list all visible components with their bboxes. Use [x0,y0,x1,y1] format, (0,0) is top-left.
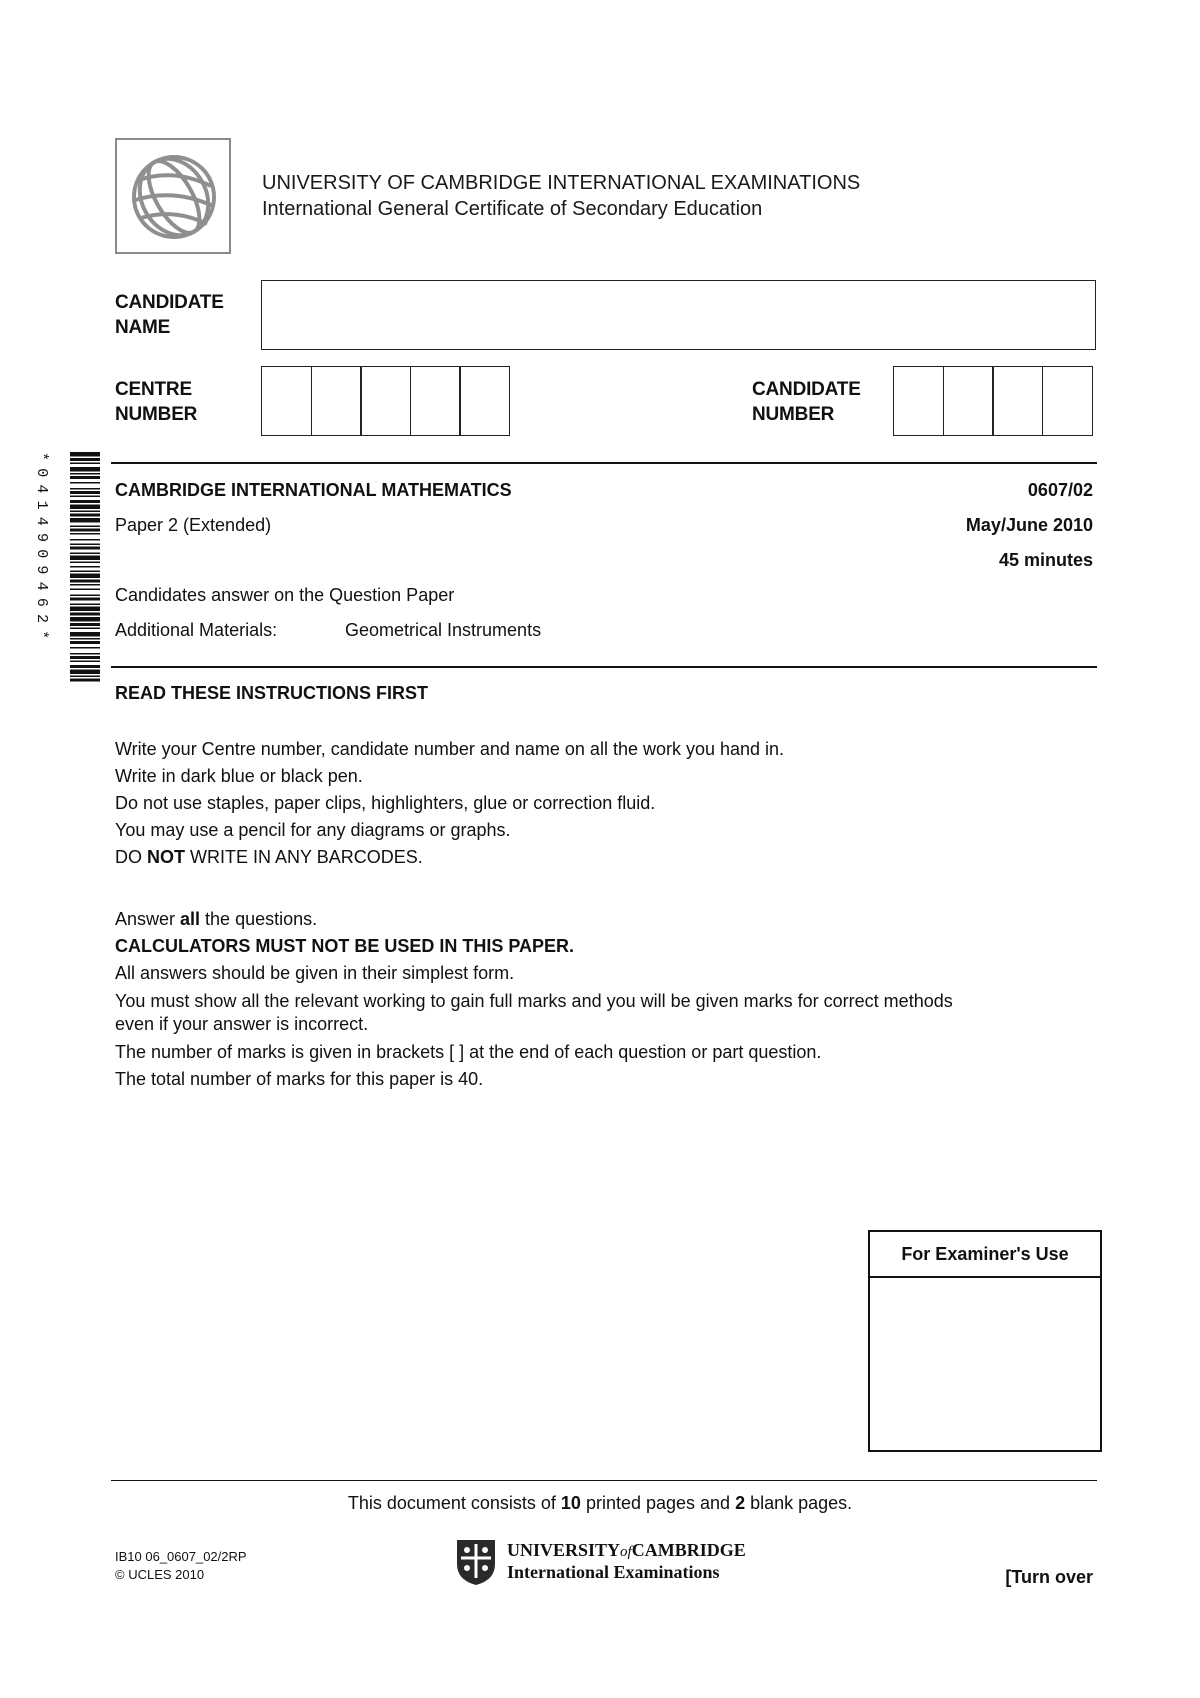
page-count-note: This document consists of 10 printed pages and 2 blank pages. [347,1493,853,1513]
candidate-name-label: CANDIDATE NAME [115,292,224,338]
cambridge-logo: UNIVERSITYofCAMBRIDGE International Examinations [455,1538,755,1588]
instructions-block-1 [115,736,1095,871]
globe-logo [115,138,231,254]
instruction-line: Answer all the questions. [115,909,318,929]
paper-code: 0607/02 [1027,480,1093,500]
section-divider [111,666,1097,668]
exam-duration: 45 minutes [998,550,1093,570]
globe-icon [127,150,221,244]
instruction-line: CALCULATORS MUST NOT BE USED IN THIS PAPER. [115,936,575,956]
candidate-number-cell[interactable] [943,366,994,436]
centre-number-label: CENTRE NUMBER [115,379,198,425]
qualification-name: International General Certificate of Secondary Education [262,198,763,220]
materials-label: Additional Materials: [115,620,278,640]
instruction-line: Do not use staples, paper clips, highlighters, glue or correction fluid. [115,793,656,813]
turn-over: [Turn over [1005,1567,1093,1587]
org-name: UNIVERSITY OF CAMBRIDGE INTERNATIONAL EXAMINATIONS [262,172,861,194]
exam-session: May/June 2010 [965,515,1093,535]
centre-number-cell[interactable] [311,366,362,436]
instruction-line: The number of marks is given in brackets [ ] at the end of each question or part question. [115,1042,822,1062]
examiner-use-box [868,1230,1102,1452]
instruction-line: You may use a pencil for any diagrams or graphs. [115,820,511,840]
candidate-number-field[interactable] [893,366,1091,436]
subject-title: CAMBRIDGE INTERNATIONAL MATHEMATICS [115,480,512,500]
centre-number-field[interactable] [261,366,509,436]
section-divider [111,462,1097,464]
candidate-number-cell[interactable] [1042,366,1093,436]
paper-name: Paper 2 (Extended) [115,515,272,535]
instruction-line: Write your Centre number, candidate number and name on all the work you hand in. [115,739,785,759]
candidate-name-field[interactable] [261,280,1096,350]
instruction-line: The total number of marks for this paper is 40. [115,1069,484,1089]
examiner-use-title: For Examiner's Use [870,1232,1100,1278]
candidate-number-cell[interactable] [893,366,944,436]
instruction-line: DO NOT WRITE IN ANY BARCODES. [115,847,423,867]
instructions-block-2 [115,906,1095,1093]
instruction-line: Write in dark blue or black pen. [115,766,363,786]
barcode [33,452,100,682]
answer-note: Candidates answer on the Question Paper [115,585,455,605]
barcode-text: *0414909462* [33,452,50,647]
centre-number-cell[interactable] [360,366,411,436]
centre-number-cell[interactable] [410,366,461,436]
centre-number-cell[interactable] [459,366,510,436]
instructions-heading: READ THESE INSTRUCTIONS FIRST [115,683,429,703]
cambridge-shield-icon [455,1538,497,1586]
instruction-line: All answers should be given in their simplest form. [115,963,515,983]
document-reference: IB10 06_0607_02/2RP © UCLES 2010 [115,1549,247,1582]
materials-value: Geometrical Instruments [345,620,542,640]
instruction-line: You must show all the relevant working to gain full marks and you will be given marks for correct methods even if your answer is incorrect. [115,991,953,1034]
footer-divider [111,1480,1097,1481]
barcode-icon [56,452,100,682]
centre-number-cell[interactable] [261,366,312,436]
candidate-number-label: CANDIDATE NUMBER [752,379,861,425]
candidate-number-cell[interactable] [992,366,1043,436]
